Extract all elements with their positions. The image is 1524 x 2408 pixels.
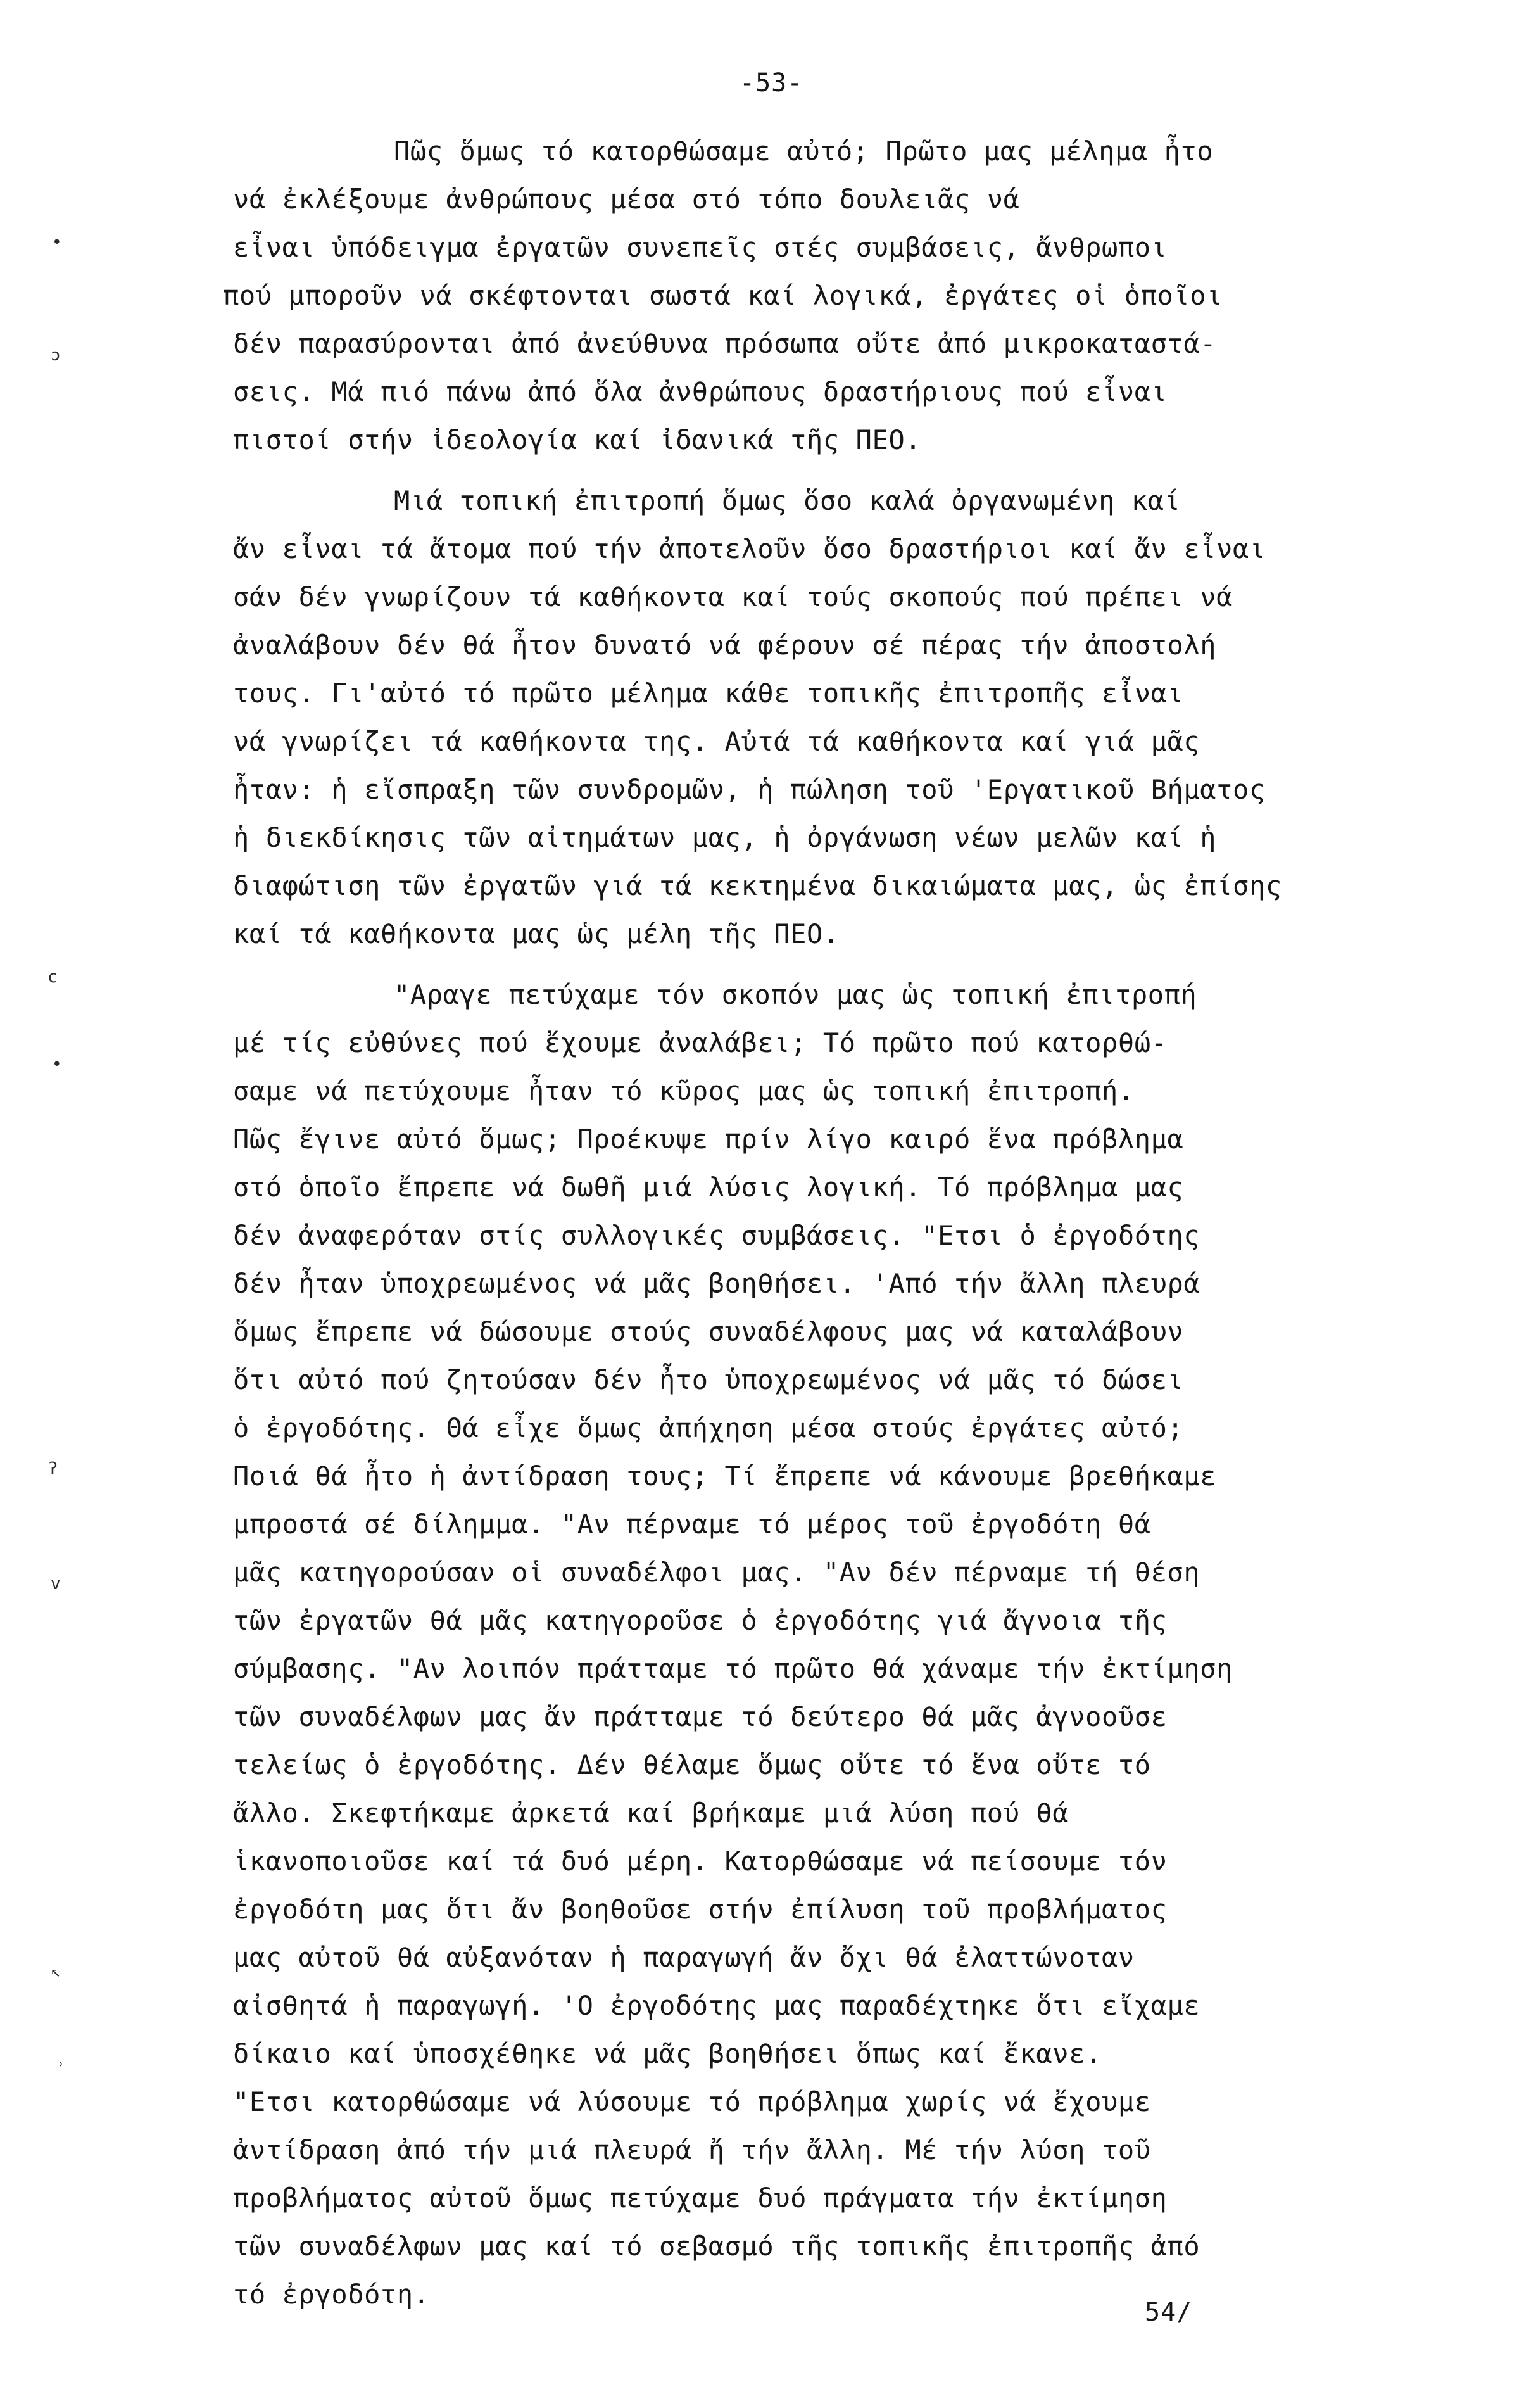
text-line: προβλήματος αὐτοῦ ὅμως πετύχαμε δυό πράγματα τήν ἐκτίμηση: [233, 2183, 1168, 2214]
text-line: νά ἐκλέξουμε ἀνθρώπους μέσα στό τόπο δουλειᾶς νά: [233, 184, 1020, 215]
text-line: μας αὐτοῦ θά αὐξανόταν ἡ παραγωγή ἄν ὄχι θά ἐλαττώνοταν: [233, 1942, 1135, 1973]
text-line: μᾶς κατηγορούσαν οἱ συναδέλφοι μας. "Αν δέν πέρναμε τή θέση: [233, 1557, 1200, 1588]
text-line: ἀναλάβουν δέν θά ἦτον δυνατό νά φέρουν σέ πέρας τήν ἀποστολή: [233, 630, 1217, 661]
text-line: δέν παρασύρονται ἀπό ἀνεύθυνα πρόσωπα οὔτε ἀπό μικροκαταστά-: [233, 328, 1217, 359]
text-line: μπροστά σέ δίλημμα. "Αν πέρναμε τό μέρος τοῦ ἐργοδότη θά: [233, 1509, 1151, 1540]
text-line: ὁ ἐργοδότης. Θά εἶχε ὅμως ἀπήχηση μέσα στούς ἐργάτες αὐτό;: [233, 1412, 1184, 1443]
text-line: σύμβασης. "Αν λοιπόν πράτταμε τό πρῶτο θά χάναμε τήν ἐκτίμηση: [233, 1653, 1233, 1684]
text-line: τό ἐργοδότη.: [233, 2279, 430, 2310]
text-line: τῶν συναδέλφων μας ἄν πράτταμε τό δεύτερο θά μᾶς ἀγνοοῦσε: [233, 1701, 1168, 1732]
text-line: τῶν συναδέλφων μας καί τό σεβασμό τῆς τοπικῆς ἐπιτροπῆς ἀπό: [233, 2231, 1200, 2262]
text-line: νά γνωρίζει τά καθήκοντα της. Αὐτά τά καθήκοντα καί γιά μᾶς: [233, 726, 1200, 757]
margin-mark: ⅽ: [48, 968, 58, 987]
text-line: ὅτι αὐτό πού ζητούσαν δέν ἦτο ὑποχρεωμένος νά μᾶς τό δώσει: [233, 1364, 1184, 1395]
margin-mark: •: [52, 1055, 62, 1074]
text-line: Ποιά θά ἦτο ἡ ἀντίδραση τους; Τί ἔπρεπε νά κάνουμε βρεθήκαμε: [233, 1461, 1217, 1492]
text-line: καί τά καθήκοντα μας ὡς μέλη τῆς ΠΕΟ.: [233, 918, 840, 949]
text-line: πού μποροῦν νά σκέφτονται σωστά καί λογικά, ἐργάτες οἱ ὁποῖοι: [223, 280, 1223, 311]
margin-mark: ↖: [51, 1962, 61, 1981]
margin-mark: ʔ: [48, 1459, 58, 1478]
margin-mark: v: [51, 1575, 61, 1594]
text-line: τελείως ὁ ἐργοδότης. Δέν θέλαμε ὅμως οὔτε τό ἕνα οὔτε τό: [233, 1749, 1151, 1780]
text-line: ὅμως ἔπρεπε νά δώσουμε στούς συναδέλφους μας νά καταλάβουν: [233, 1316, 1184, 1347]
text-line: ἄλλο. Σκεφτήκαμε ἀρκετά καί βρήκαμε μιά λύση πού θά: [233, 1797, 1069, 1828]
text-line: μέ τίς εὐθύνες πού ἔχουμε ἀναλάβει; Τό πρῶτο πού κατορθώ-: [233, 1027, 1168, 1058]
text-line: δέν ἀναφερόταν στίς συλλογικές συμβάσεις. "Ετσι ὁ ἐργοδότης: [233, 1220, 1200, 1251]
text-line: πιστοί στήν ἰδεολογία καί ἰδανικά τῆς ΠΕΟ.: [233, 424, 922, 455]
text-line: ἄν εἶναι τά ἄτομα πού τήν ἀποτελοῦν ὅσο δραστήριοι καί ἄν εἶναι: [233, 533, 1266, 564]
text-line: Πῶς ἔγινε αὐτό ὅμως; Προέκυψε πρίν λίγο καιρό ἕνα πρόβλημα: [233, 1124, 1184, 1155]
margin-mark: ʾ: [56, 2060, 66, 2079]
continuation-page-number: 54/: [1145, 2298, 1193, 2327]
text-line: σεις. Μά πιό πάνω ἀπό ὅλα ἀνθρώπους δραστήριους πού εἶναι: [233, 376, 1168, 407]
text-line: σαμε νά πετύχουμε ἦταν τό κῦρος μας ὡς τοπική ἐπιτροπή.: [233, 1075, 1135, 1106]
margin-mark: •: [52, 233, 62, 252]
text-line: αἰσθητά ἡ παραγωγή. 'Ο ἐργοδότης μας παραδέχτηκε ὅτι εἴχαμε: [233, 1990, 1200, 2021]
text-line: ἡ διεκδίκησις τῶν αἰτημάτων μας, ἡ ὀργάνωση νέων μελῶν καί ἡ: [233, 822, 1217, 853]
text-line: ἐργοδότη μας ὅτι ἄν βοηθοῦσε στήν ἐπίλυση τοῦ προβλήματος: [233, 1894, 1168, 1925]
text-line: σάν δέν γνωρίζουν τά καθήκοντα καί τούς σκοπούς πού πρέπει νά: [233, 581, 1233, 612]
text-line: ἱκανοποιοῦσε καί τά δυό μέρη. Κατορθώσαμε νά πείσουμε τόν: [233, 1846, 1168, 1877]
text-line: τους. Γι'αὐτό τό πρῶτο μέλημα κάθε τοπικῆς ἐπιτροπῆς εἶναι: [233, 678, 1184, 709]
text-line: ἀντίδραση ἀπό τήν μιά πλευρά ἤ τήν ἄλλη. Μέ τήν λύση τοῦ: [233, 2134, 1151, 2165]
text-line: Πῶς ὅμως τό κατορθώσαμε αὐτό; Πρῶτο μας μέλημα ἦτο: [394, 136, 1214, 167]
text-line: εἶναι ὑπόδειγμα ἐργατῶν συνεπεῖς στές συμβάσεις, ἄνθρωποι: [233, 232, 1168, 263]
text-line: "Αραγε πετύχαμε τόν σκοπόν μας ὡς τοπική ἐπιτροπή: [394, 979, 1197, 1010]
text-line: στό ὁποῖο ἔπρεπε νά δωθῆ μιά λύσις λογική. Τό πρόβλημα μας: [233, 1172, 1184, 1203]
margin-mark: ɔ: [51, 346, 61, 365]
text-line: δέν ἦταν ὑποχρεωμένος νά μᾶς βοηθήσει. 'Από τήν ἄλλη πλευρά: [233, 1268, 1200, 1299]
page-number: -53-: [740, 68, 803, 98]
text-line: δίκαιο καί ὑποσχέθηκε νά μᾶς βοηθήσει ὅπως καί ἔκανε.: [233, 2038, 1102, 2069]
text-line: "Ετσι κατορθώσαμε νά λύσουμε τό πρόβλημα χωρίς νά ἔχουμε: [233, 2086, 1151, 2117]
text-line: τῶν ἐργατῶν θά μᾶς κατηγοροῦσε ὁ ἐργοδότης γιά ἄγνοια τῆς: [233, 1605, 1168, 1636]
text-line: ἦταν: ἡ εἴσπραξη τῶν συνδρομῶν, ἡ πώληση τοῦ 'Εργατικοῦ Βήματος: [233, 774, 1266, 805]
text-line: διαφώτιση τῶν ἐργατῶν γιά τά κεκτημένα δικαιώματα μας, ὡς ἐπίσης: [233, 870, 1282, 901]
text-line: Μιά τοπική ἐπιτροπή ὅμως ὅσο καλά ὀργανωμένη καί: [394, 485, 1181, 516]
